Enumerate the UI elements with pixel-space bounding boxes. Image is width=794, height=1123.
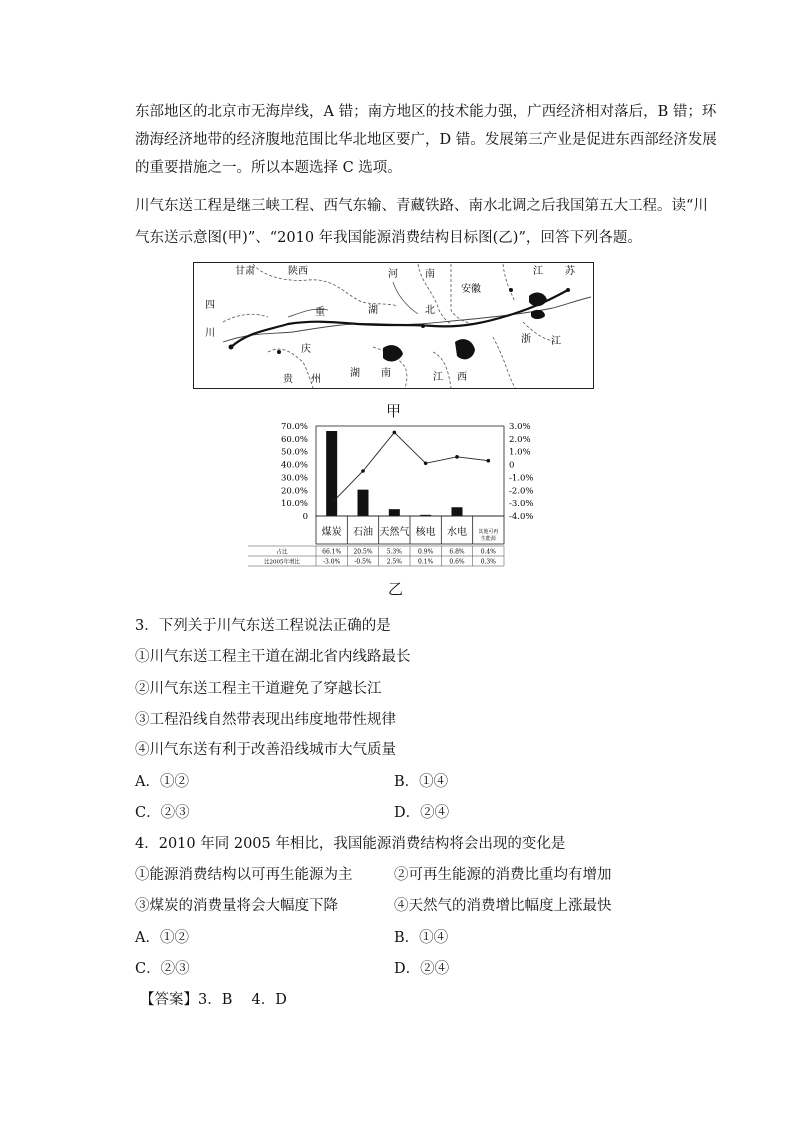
- map-label: 北: [425, 305, 435, 316]
- growth-point: [330, 501, 334, 505]
- table-cell: 2.5%: [386, 558, 402, 566]
- map-label: 河: [388, 269, 398, 280]
- category-label: 其他可再: [478, 529, 499, 535]
- growth-point: [361, 469, 365, 473]
- map-label: 西: [457, 372, 467, 383]
- intro-line-3: 的重要措施之一。所以本题选择 C 选项。: [135, 160, 402, 176]
- growth-point: [393, 431, 397, 435]
- table-row-label: 比2005年增比: [264, 559, 300, 566]
- map-label: 安徽: [461, 284, 481, 295]
- left-tick-label: 20.0%: [280, 486, 308, 497]
- table-row-label: 占比: [276, 549, 288, 556]
- table-cell: 0.4%: [480, 548, 496, 556]
- chart-caption: 乙: [388, 580, 404, 598]
- intro-line-2: 渤海经济地带的经济腹地范围比华北地区要广，D 错。发展第三产业是促进东西部经济发展: [135, 132, 717, 148]
- map-label: 四: [205, 300, 215, 311]
- q4-option-c[interactable]: C．②③: [135, 961, 190, 977]
- growth-point: [487, 459, 491, 463]
- map-label: 庆: [301, 344, 311, 355]
- q4-statement: ④天然气的消费增比幅度上涨最快: [394, 898, 612, 914]
- q3-stem: 3．下列关于川气东送工程说法正确的是: [135, 618, 391, 634]
- table-cell: 0.1%: [418, 558, 434, 566]
- intro-line-4: 川气东送工程是继三峡工程、西气东输、青藏铁路、南水北调之后我国第五大工程。读“川: [135, 198, 708, 214]
- table-cell: -0.5%: [354, 558, 372, 566]
- right-tick-label: 1.0%: [509, 447, 531, 458]
- intro-line-5: 气东送示意图(甲)”、“2010 年我国能源消费结构目标图(乙)”，回答下列各题。: [135, 230, 642, 246]
- map-label: 江: [533, 266, 543, 277]
- map-label: 川: [205, 328, 215, 339]
- answer-line: [140, 988, 287, 1009]
- map-label: 重: [315, 307, 325, 318]
- pipeline-map: [193, 262, 594, 389]
- q3-statement: ②川气东送工程主干道避免了穿越长江: [135, 681, 382, 697]
- right-tick-label: 3.0%: [509, 422, 531, 432]
- energy-chart: [246, 420, 550, 572]
- growth-point: [424, 461, 428, 465]
- left-tick-label: 50.0%: [280, 447, 308, 458]
- map-label: 陕西: [288, 266, 308, 277]
- table-cell: 6.8%: [449, 548, 465, 556]
- left-tick-label: 30.0%: [280, 473, 308, 484]
- category-label: 石油: [353, 527, 373, 538]
- table-cell: 5.3%: [386, 548, 402, 556]
- table-cell: -3.0%: [323, 558, 341, 566]
- left-tick-label: 10.0%: [280, 499, 308, 510]
- map-label: 贵: [283, 374, 293, 385]
- map-label: 湖: [368, 305, 378, 316]
- table-cell: 0.9%: [418, 548, 434, 556]
- q4-stem: 4．2010 年同 2005 年相比，我国能源消费结构将会出现的变化是: [135, 836, 566, 852]
- bar: [358, 490, 369, 516]
- category-label: 生能源: [480, 536, 496, 542]
- right-tick-label: -3.0%: [509, 499, 534, 510]
- category-label: 水电: [447, 527, 467, 538]
- map-label: 湖: [350, 368, 360, 379]
- right-tick-label: -2.0%: [509, 486, 534, 497]
- left-tick-label: 40.0%: [280, 460, 308, 471]
- growth-point: [455, 455, 459, 459]
- q3-statement: ③工程沿线自然带表现出纬度地带性规律: [135, 712, 396, 728]
- map-label: 南: [425, 269, 435, 280]
- q4-option-a[interactable]: A．①②: [135, 930, 189, 946]
- q3-option-c[interactable]: C．②③: [135, 805, 190, 821]
- right-tick-label: -1.0%: [509, 473, 534, 484]
- map-label: 苏: [565, 266, 575, 277]
- q4-statement: ③煤炭的消费量将会大幅度下降: [135, 898, 338, 914]
- category-label: 核电: [415, 527, 436, 538]
- table-cell: 20.5%: [353, 548, 373, 556]
- table-cell: 0.6%: [449, 558, 465, 566]
- map-label: 江: [433, 372, 443, 383]
- q3-option-b[interactable]: B．①④: [394, 774, 449, 790]
- category-label: 煤炭: [321, 527, 342, 538]
- category-label: 天然气: [379, 527, 410, 538]
- right-tick-label: -4.0%: [509, 512, 534, 522]
- map-label: 江: [551, 336, 561, 347]
- map-label: 南: [381, 368, 391, 379]
- bar: [389, 509, 400, 516]
- table-cell: 66.1%: [322, 548, 342, 556]
- map-label: 甘肃: [235, 266, 255, 277]
- growth-line: [332, 432, 489, 503]
- q4-statement: ②可再生能源的消费比重均有增加: [394, 867, 612, 883]
- answer-label: 【答案】: [140, 992, 198, 1008]
- map-caption: 甲: [386, 402, 402, 420]
- map-label: 浙: [521, 334, 531, 345]
- right-tick-label: 0: [509, 460, 515, 471]
- q3-option-d[interactable]: D．②④: [394, 805, 450, 821]
- table-cell: 0.3%: [480, 558, 496, 566]
- left-tick-label: 60.0%: [280, 434, 308, 445]
- right-tick-label: 2.0%: [509, 434, 531, 445]
- left-tick-label: 0: [302, 512, 308, 522]
- intro-line-1: 东部地区的北京市无海岸线，A 错；南方地区的技术能力强，广西经济相对落后，B 错；环: [135, 104, 717, 120]
- q4-option-b[interactable]: B．①④: [394, 930, 449, 946]
- q3-statement: ①川气东送工程主干道在湖北省内线路最长: [135, 649, 411, 665]
- q3-option-a[interactable]: A．①②: [135, 774, 189, 790]
- map-label: 州: [311, 374, 321, 385]
- q4-option-d[interactable]: D．②④: [394, 961, 450, 977]
- q4-statement: ①能源消费结构以可再生能源为主: [135, 867, 353, 883]
- answer-text: 3．B 4．D: [198, 992, 287, 1008]
- left-tick-label: 70.0%: [280, 422, 308, 432]
- plot-frame: [316, 426, 504, 516]
- q3-statement: ④川气东送有利于改善沿线城市大气质量: [135, 742, 396, 758]
- bar: [452, 507, 463, 516]
